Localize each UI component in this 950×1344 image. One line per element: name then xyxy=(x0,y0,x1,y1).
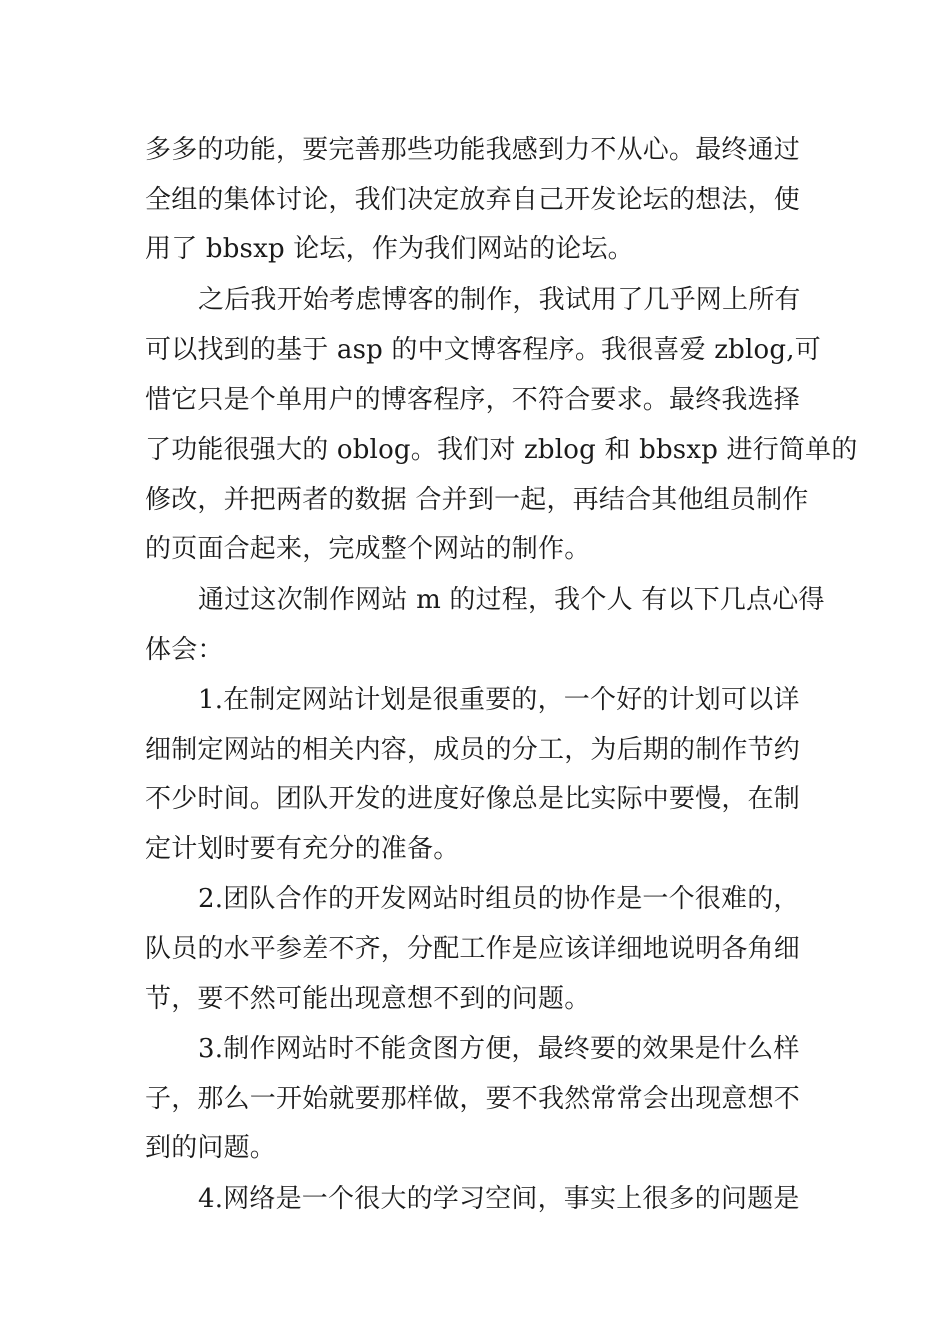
text-line: 全组的集体讨论，我们决定放弃自己开发论坛的想法，使 xyxy=(145,185,801,215)
list-item-2: 2.团队合作的开发网站时组员的协作是一个很难的， xyxy=(198,884,800,914)
text-line: 定计划时要有充分的准备。 xyxy=(145,834,460,864)
text-line: 不少时间。团队开发的进度好像总是比实际中要慢，在制 xyxy=(145,784,801,814)
list-item-4: 4.网络是一个很大的学习空间，事实上很多的问题是 xyxy=(198,1184,800,1214)
text-line: 的页面合起来，完成整个网站的制作。 xyxy=(145,534,591,564)
paragraph-first-line: 之后我开始考虑博客的制作，我试用了几乎网上所有 xyxy=(198,285,801,315)
text-line: 体会： xyxy=(145,635,224,665)
text-line: 节，要不然可能出现意想不到的问题。 xyxy=(145,984,591,1014)
list-item-3: 3.制作网站时不能贪图方便，最终要的效果是什么样 xyxy=(198,1034,800,1064)
text-line: 惜它只是个单用户的博客程序，不符合要求。最终我选择 xyxy=(145,385,801,415)
text-line: 队员的水平参差不齐，分配工作是应该详细地说明各角细 xyxy=(145,934,801,964)
text-line: 到的问题。 xyxy=(145,1133,277,1163)
text-line: 可以找到的基于 asp 的中文博客程序。我很喜爱 zblog,可 xyxy=(145,335,821,365)
text-line: 多多的功能，要完善那些功能我感到力不从心。最终通过 xyxy=(145,135,801,165)
text-line: 了功能很强大的 oblog。我们对 zblog 和 bbsxp 进行简单的 xyxy=(145,435,858,465)
text-line: 细制定网站的相关内容，成员的分工，为后期的制作节约 xyxy=(145,735,801,765)
list-item-1: 1.在制定网站计划是很重要的，一个好的计划可以详 xyxy=(198,685,800,715)
text-line: 用了 bbsxp 论坛，作为我们网站的论坛。 xyxy=(145,234,634,264)
paragraph-first-line: 通过这次制作网站 m 的过程，我个人 有以下几点心得 xyxy=(198,585,825,615)
text-line: 子，那么一开始就要那样做，要不我然常常会出现意想不 xyxy=(145,1084,801,1114)
text-line: 修改，并把两者的数据 合并到一起，再结合其他组员制作 xyxy=(145,485,809,515)
